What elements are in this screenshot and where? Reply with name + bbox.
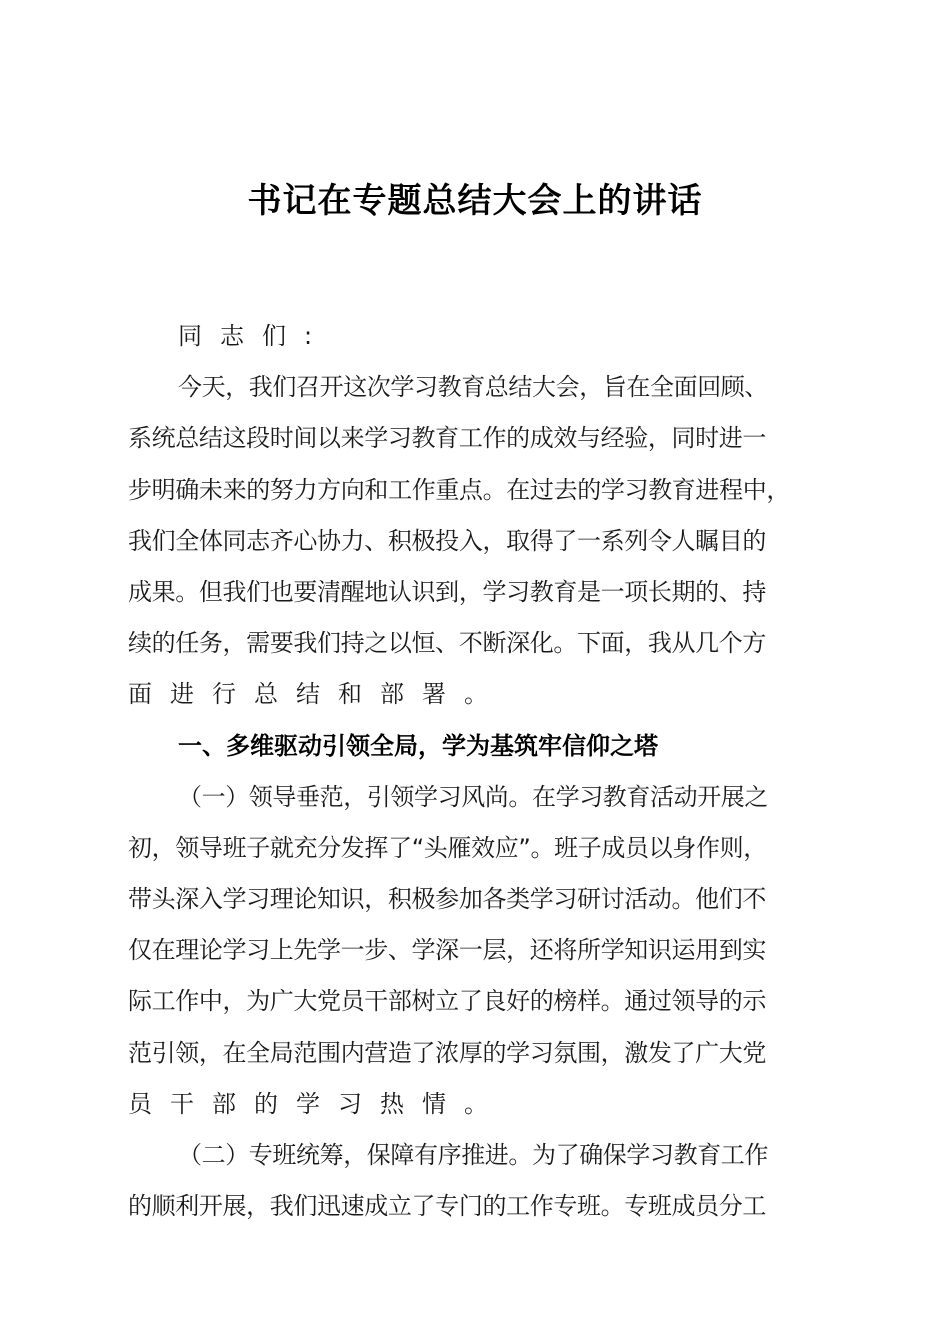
- paragraph-line: 初，领导班子就充分发挥了“头雁效应”。班子成员以身作则，: [128, 833, 767, 862]
- section-heading: 一、多维驱动引领全局，学为基筑牢信仰之塔: [178, 731, 658, 760]
- paragraph-line: 成果。但我们也要清醒地认识到，学习教育是一项长期的、持: [128, 577, 766, 606]
- paragraph-line: 际工作中，为广大党员干部树立了良好的榜样。通过领导的示: [128, 987, 766, 1016]
- paragraph-line: 今天，我们召开这次学习教育总结大会，旨在全面回顾、: [178, 373, 768, 402]
- paragraph-line: 范引领，在全局范围内营造了浓厚的学习氛围，激发了广大党: [128, 1038, 766, 1067]
- salutation: 同志们:: [178, 322, 331, 350]
- paragraph-line: 步明确未来的努力方向和工作重点。在过去的学习教育进程中，: [128, 475, 790, 504]
- document-body: [128, 311, 840, 1232]
- paragraph-line: 系统总结这段时间以来学习教育工作的成效与经验，同时进一: [128, 424, 766, 453]
- subsection-line: （二）专班统筹，保障有序推进。为了确保学习教育工作: [178, 1141, 768, 1169]
- paragraph-line: 带头深入学习理论知识，积极参加各类学习研讨活动。他们不: [128, 885, 766, 914]
- paragraph-line: 员干部的学习热情。: [128, 1089, 506, 1118]
- paragraph-line: 仅在理论学习上先学一步、学深一层，还将所学知识运用到实: [128, 936, 766, 965]
- paragraph-line: 的顺利开展，我们迅速成立了专门的工作专班。专班成员分工: [128, 1192, 766, 1221]
- paragraph-line: 我们全体同志齐心协力、积极投入，取得了一系列令人瞩目的: [128, 526, 766, 555]
- document-title: 书记在专题总结大会上的讲话: [247, 181, 703, 221]
- paragraph-line: 续的任务，需要我们持之以恒、不断深化。下面，我从几个方: [128, 629, 766, 658]
- paragraph-line: 面进行总结和部署。: [128, 680, 506, 709]
- subsection-line: （一）领导垂范，引领学习风尚。在学习教育活动开展之: [178, 782, 768, 811]
